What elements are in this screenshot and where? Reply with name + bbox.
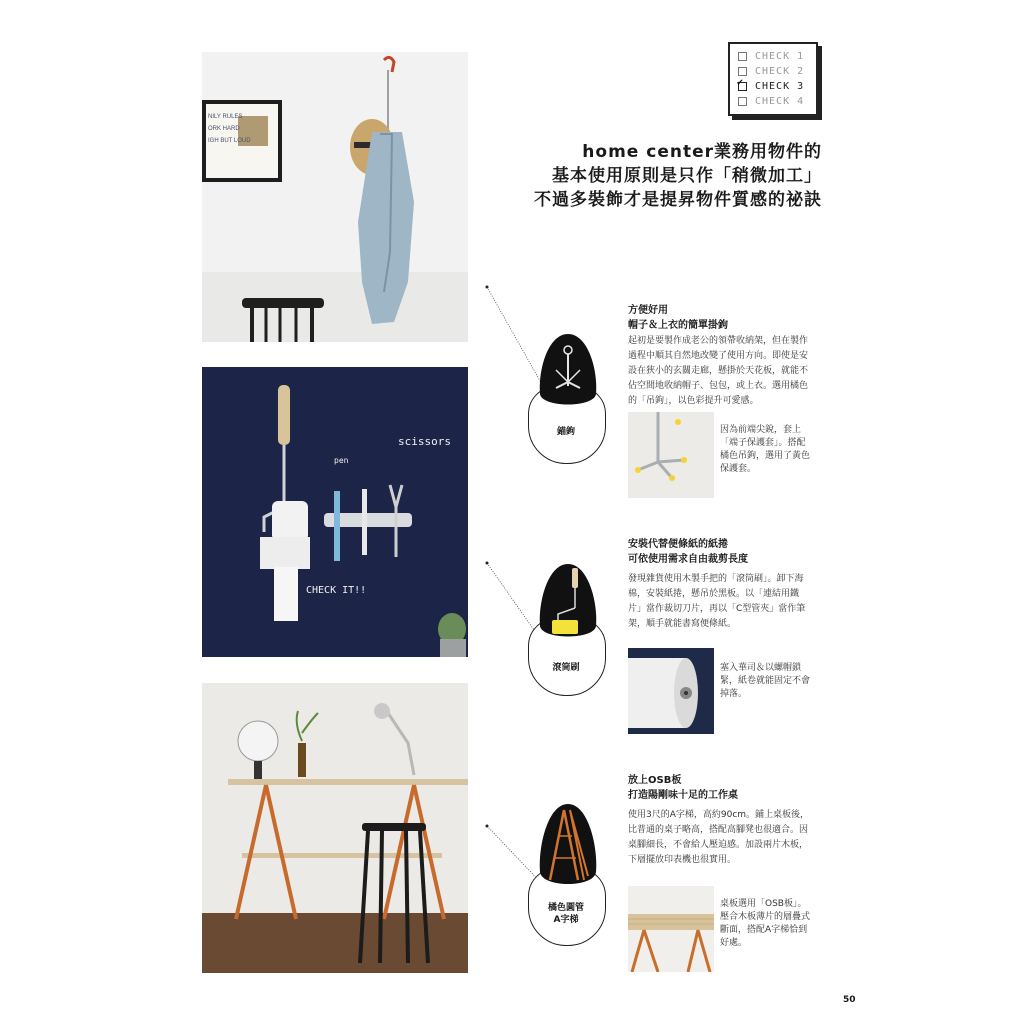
checklist-item-label: CHECK 1 (755, 50, 805, 62)
item2-tag-text: 滾筒刷 (552, 663, 580, 673)
item1-tag-text: 錨鉤 (556, 427, 575, 437)
wall-sign-line3: IGH BUT LOUD (208, 138, 251, 144)
item1-body-line: 設在狹小的玄關走廊，懸掛於天花板，就能不 (628, 366, 809, 376)
item3-note-line: 桌板選用「OSB板」。 (720, 899, 807, 909)
item1-note-line: 「端子保護套」。搭配 (720, 438, 806, 448)
wall-sign-line2: ORK HARD (208, 126, 240, 132)
item3-tag-text-line1: 橘色圓管 (547, 903, 584, 913)
item2-note-line: 緊，紙卷就能固定不會 (720, 676, 811, 686)
item2-title-line1: 安裝代替便條紙的紙捲 (628, 539, 728, 550)
anchor-hook-icon (534, 330, 602, 412)
osb-board-illustration (628, 886, 714, 972)
item3-tag-text-line2: A字梯 (553, 915, 579, 925)
item1-body-line: 過程中順其自然地改變了使用方向。即使是安 (628, 351, 809, 361)
item3-note-line: 好處。 (720, 938, 748, 948)
item3-body-line: 桌腳細長，不會給人壓迫感。加設兩片木板， (628, 840, 809, 850)
item3-body (628, 808, 828, 868)
item1-side-note (720, 424, 812, 476)
wall-sign-line1: NILY RULES (208, 114, 243, 120)
page-number: 50 (843, 995, 856, 1005)
item2-body-line: 架，順手就能書寫便條紙。 (628, 619, 737, 629)
item2-body-line: 片」當作裁切刀片，再以「C型管夾」當作筆 (628, 604, 806, 614)
headline-line2: 基本使用原則是只作「稍微加工」 (552, 166, 822, 186)
checklist-item-label: CHECK 4 (755, 95, 805, 107)
item2-body-line: 棉，安裝紙捲，懸吊於黑板。以「連結用鐵 (628, 589, 800, 599)
checklist-item-label: CHECK 3 (755, 80, 805, 92)
headline-line1: home center業務用物件的 (582, 142, 822, 162)
item3-title (628, 773, 738, 803)
item2-note-line: 塞入華司＆以螺帽鎖 (720, 663, 802, 673)
item1-note-line: 橘色吊鉤，選用了黃色 (720, 451, 811, 461)
item3-note-line: 壓合木板薄片的層疊式 (720, 912, 811, 922)
item3-title-line2: 打造陽剛味十足的工作桌 (628, 790, 738, 801)
item1-note-line: 因為前端尖銳，套上 (720, 425, 802, 435)
chalk-scissors: scissors (398, 435, 451, 448)
item3-note-line: 斷面，搭配A字梯恰到 (720, 925, 808, 935)
item1-title-line2: 帽子＆上衣的簡單掛鉤 (628, 320, 728, 331)
item1-title-line1: 方便好用 (628, 305, 668, 316)
item1-note-line: 保護套。 (720, 464, 757, 474)
item3-body-line: 比普通的桌子略高，搭配高腳凳也很適合。因 (628, 825, 809, 835)
item2-side-note (720, 662, 812, 701)
item3-tag-label (526, 902, 606, 926)
item3-body-line: 下層擺放印表機也很實用。 (628, 855, 737, 865)
paper-roll-illustration (628, 648, 714, 734)
item1-tag-label (526, 426, 606, 438)
item3-body-line: 使用3尺的A字梯，高約90cm。鋪上桌板後， (628, 810, 810, 820)
headline-line3: 不過多裝飾才是提昇物件質感的祕訣 (534, 190, 822, 210)
chalk-check: CHECK IT!! (306, 585, 367, 596)
checklist-item-label: CHECK 2 (755, 65, 805, 77)
item1-detail-photo (628, 412, 714, 498)
item1-title (628, 303, 728, 333)
chalk-pen: pen (334, 456, 349, 465)
item2-tag-label (526, 662, 606, 674)
item1-body-line: 的「吊鉤」，以色彩提升可愛感。 (628, 396, 759, 406)
item1-body-line: 佔空間地收納帽子、包包，或上衣。選用橘色 (628, 381, 809, 391)
item2-title-line2: 可依使用需求自由裁剪長度 (628, 554, 748, 565)
item2-body-line: 發現雜貨使用木製手把的「滾筒刷」。卸下海 (628, 574, 804, 584)
paint-roller-icon (534, 560, 602, 644)
item1-body (628, 334, 828, 409)
item2-title (628, 537, 748, 567)
a-frame-ladder-icon (534, 800, 602, 892)
hook-tip-illustration (628, 412, 714, 498)
item2-body (628, 572, 828, 632)
item1-body-line: 起初是要製作成老公的領帶收納架，但在製作 (628, 336, 809, 346)
item3-detail-photo (628, 886, 714, 972)
item3-title-line1: 放上OSB板 (628, 775, 682, 786)
item2-detail-photo (628, 648, 714, 734)
item3-side-note (720, 898, 812, 950)
item2-note-line: 掉落。 (720, 689, 748, 699)
